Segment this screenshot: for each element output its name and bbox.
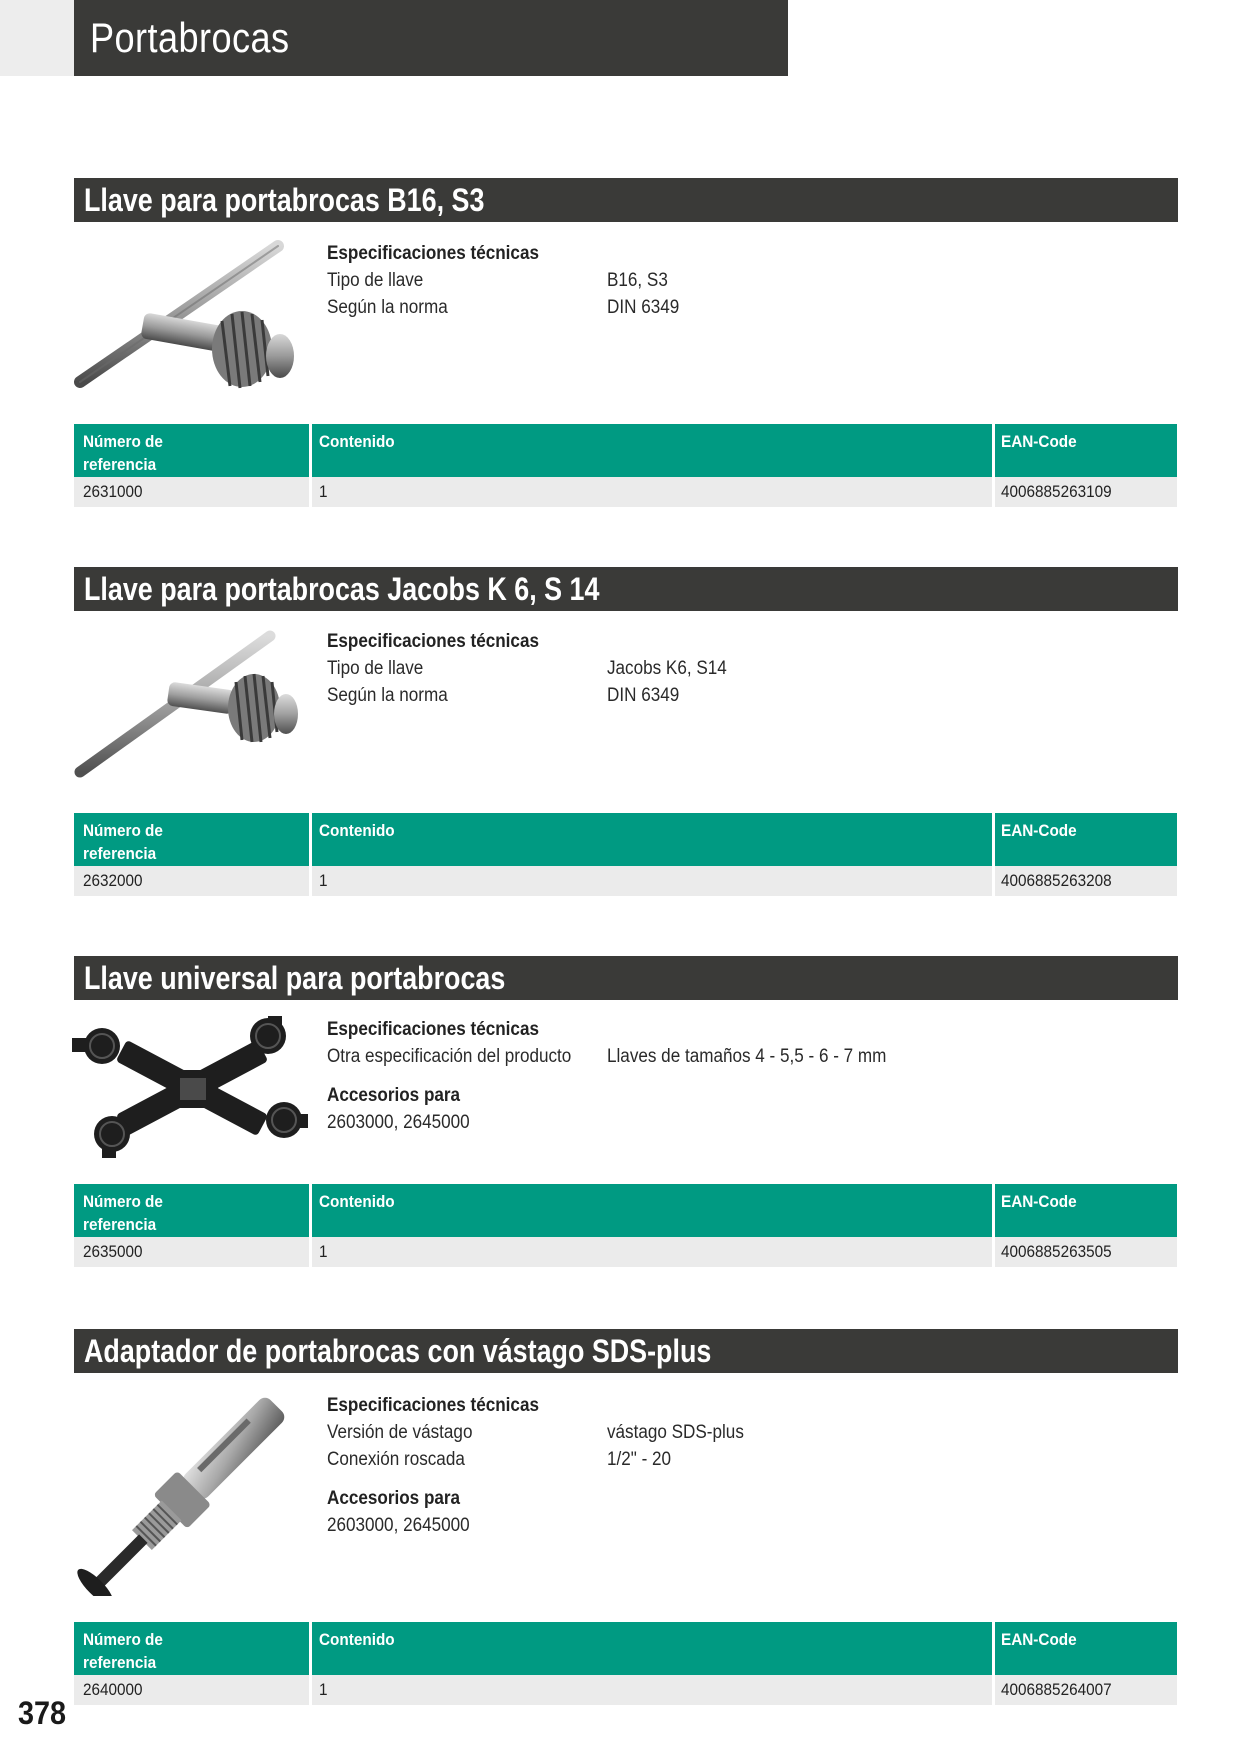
header-content: Contenido (319, 1192, 395, 1211)
cell-ean: 4006885263505 (1001, 1242, 1112, 1261)
accessories-heading: Accesorios para (327, 1085, 461, 1106)
cell-ref: 2631000 (83, 482, 143, 501)
spec-row (327, 1419, 1027, 1446)
header-content: Contenido (319, 821, 395, 840)
table-header-row (74, 424, 1177, 477)
spec-label: Otra especificación del producto (327, 1046, 572, 1067)
accessories-list: 2603000, 2645000 (327, 1112, 470, 1133)
spec-label: Tipo de llave (327, 270, 424, 291)
section-title-bar (74, 567, 1178, 611)
header-ean: EAN-Code (1001, 821, 1077, 840)
spec-value: vástago SDS-plus (607, 1422, 744, 1443)
cell-content: 1 (319, 871, 328, 890)
spec-row (327, 267, 1027, 294)
table-row (74, 1237, 1177, 1267)
table-row (74, 866, 1177, 896)
spec-value: Jacobs K6, S14 (607, 658, 727, 679)
cell-ref: 2640000 (83, 1680, 143, 1699)
specs-heading: Especificaciones técnicas (327, 1395, 539, 1416)
spec-row (327, 294, 1027, 321)
sds-adapter-icon (72, 1388, 308, 1596)
spec-label: Según la norma (327, 297, 448, 318)
cell-ean: 4006885264007 (1001, 1680, 1112, 1699)
section-title-bar (74, 178, 1178, 222)
spec-row (327, 682, 1027, 709)
table-header-row (74, 1622, 1177, 1675)
header-content: Contenido (319, 432, 395, 451)
specs-block (327, 628, 1027, 709)
header-ean: EAN-Code (1001, 432, 1077, 451)
header-ref: Número de referencia (83, 432, 163, 474)
section-title: Llave universal para portabrocas (84, 960, 506, 996)
spec-label: Según la norma (327, 685, 448, 706)
spec-row (327, 1446, 1027, 1473)
specs-block (327, 240, 1027, 321)
cell-content: 1 (319, 482, 328, 501)
spec-label: Versión de vástago (327, 1422, 473, 1443)
table-row (74, 1675, 1177, 1705)
section-title-bar (74, 956, 1178, 1000)
spec-row (327, 1043, 1027, 1070)
reference-table (74, 424, 1177, 507)
header-ref: Número de referencia (83, 1630, 163, 1672)
section-title: Llave para portabrocas Jacobs K 6, S 14 (84, 571, 600, 607)
page-number: 378 (18, 1695, 67, 1731)
specs-block (327, 1016, 1027, 1136)
spec-label: Tipo de llave (327, 658, 424, 679)
section-title: Llave para portabrocas B16, S3 (84, 182, 485, 218)
cell-content: 1 (319, 1242, 328, 1261)
accessories-list: 2603000, 2645000 (327, 1515, 470, 1536)
header-ean: EAN-Code (1001, 1192, 1077, 1211)
spec-row (327, 655, 1027, 682)
header-ref: Número de referencia (83, 821, 163, 863)
reference-table (74, 813, 1177, 896)
specs-block (327, 1392, 1027, 1539)
section-title-bar (74, 1329, 1178, 1373)
spec-label: Conexión roscada (327, 1449, 465, 1470)
specs-heading: Especificaciones técnicas (327, 631, 539, 652)
spec-value: B16, S3 (607, 270, 668, 291)
cell-ref: 2635000 (83, 1242, 143, 1261)
specs-heading: Especificaciones técnicas (327, 243, 539, 264)
header-ref: Número de referencia (83, 1192, 163, 1234)
chuck-key-icon (72, 628, 308, 786)
page-header (74, 0, 788, 76)
table-header-row (74, 1184, 1177, 1237)
table-row (74, 477, 1177, 507)
spec-value: Llaves de tamaños 4 - 5,5 - 6 - 7 mm (607, 1046, 887, 1067)
cell-ref: 2632000 (83, 871, 143, 890)
spec-value: DIN 6349 (607, 297, 680, 318)
universal-chuck-key-icon (72, 1016, 308, 1158)
accessories-heading: Accesorios para (327, 1488, 461, 1509)
cell-content: 1 (319, 1680, 328, 1699)
header-ean: EAN-Code (1001, 1630, 1077, 1649)
corner-strip (0, 0, 74, 76)
page-title: Portabrocas (90, 14, 290, 61)
reference-table (74, 1622, 1177, 1705)
cell-ean: 4006885263208 (1001, 871, 1112, 890)
spec-value: 1/2" - 20 (607, 1449, 672, 1470)
header-content: Contenido (319, 1630, 395, 1649)
spec-value: DIN 6349 (607, 685, 680, 706)
cell-ean: 4006885263109 (1001, 482, 1112, 501)
section-title: Adaptador de portabrocas con vástago SDS-plus (84, 1333, 712, 1369)
reference-table (74, 1184, 1177, 1267)
table-header-row (74, 813, 1177, 866)
chuck-key-icon (72, 236, 308, 396)
specs-heading: Especificaciones técnicas (327, 1019, 539, 1040)
